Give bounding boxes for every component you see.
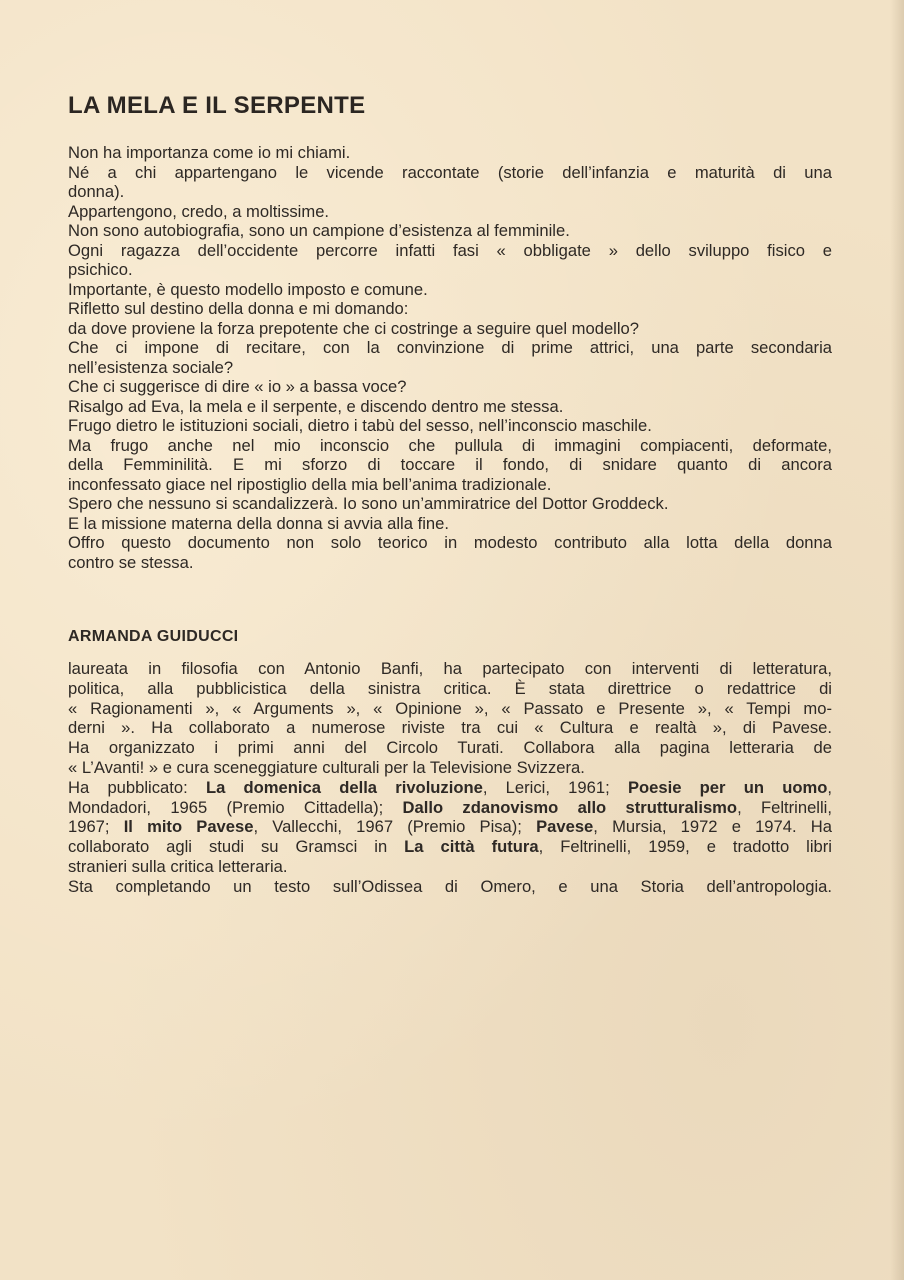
- intro-line: Non sono autobiografia, sono un campione d’esistenza al femminile.: [68, 221, 570, 240]
- author-bio: [68, 659, 832, 897]
- book-title: Pavese: [536, 817, 594, 837]
- book-title: La città futura: [404, 837, 539, 857]
- intro-line: Che ci suggerisce di dire « io » a bassa voce?: [68, 377, 407, 396]
- bio-text: 1967;: [68, 817, 124, 837]
- bio-text: , Feltrinelli,: [737, 797, 832, 817]
- intro-line: della Femminilità. E mi sforzo di toccare il fondo, di snidare quanto di ancora: [68, 455, 832, 474]
- bio-text: Mondadori, 1965 (Premio Cittadella);: [68, 797, 403, 817]
- intro-line: Rifletto sul destino della donna e mi domando:: [68, 299, 409, 318]
- intro-line: Che ci impone di recitare, con la convinzione di prime attrici, una parte secondaria: [68, 338, 832, 357]
- bio-text: , Mursia, 1972 e 1974. Ha: [593, 817, 832, 837]
- bio-text: Sta completando un testo sull’Odissea di Omero, e una Storia dell’antropologia.: [68, 876, 832, 896]
- bio-line: [68, 877, 832, 897]
- bio-line: [68, 778, 832, 798]
- bio-line: [68, 857, 832, 877]
- intro-line: psichico.: [68, 260, 133, 279]
- bio-text: , Feltrinelli, 1959, e tradotto libri: [538, 837, 832, 857]
- bio-line: [68, 718, 832, 738]
- book-title: La domenica della rivoluzione: [205, 777, 483, 797]
- bio-text: derni ». Ha collaborato a numerose riviste tra cui « Cultura e realtà », di Pavese.: [68, 718, 832, 738]
- intro-line: Risalgo ad Eva, la mela e il serpente, e discendo dentro me stessa.: [68, 396, 564, 416]
- bio-text: ,: [827, 777, 833, 797]
- author-heading: ARMANDA GUIDUCCI: [68, 628, 239, 645]
- intro-line: Spero che nessuno si scandalizzerà. Io sono un’ammiratrice del Dottor Groddeck.: [68, 494, 669, 513]
- bio-line: [68, 679, 832, 699]
- bio-line: [68, 659, 832, 679]
- book-title: Poesie per un uomo: [627, 777, 828, 797]
- intro-line: E la missione materna della donna si avvia alla fine.: [68, 513, 449, 533]
- bio-line: [68, 758, 832, 778]
- page-edge-shadow: [890, 0, 904, 1280]
- bio-text: collaborato agli studi su Gramsci in: [68, 837, 405, 857]
- bio-line: [68, 817, 832, 837]
- bio-line: [68, 798, 832, 818]
- bio-text: Ha organizzato i primi anni del Circolo Turati. Collabora alla pagina letteraria de: [68, 738, 832, 758]
- book-title: Il mito Pavese: [123, 817, 254, 837]
- intro-line: donna).: [68, 182, 125, 201]
- bio-text: « Ragionamenti », « Arguments », « Opinione », « Passato e Presente », « Tempi mo-: [68, 698, 832, 718]
- intro-line: contro se stessa.: [68, 552, 194, 572]
- bio-text: , Lerici, 1961;: [482, 777, 628, 797]
- bio-line: [68, 738, 832, 758]
- intro-line: Offro questo documento non solo teorico in modesto contributo alla lotta della donna: [68, 533, 832, 552]
- intro-line: Appartengono, credo, a moltissime.: [68, 201, 330, 221]
- intro-line: Non ha importanza come io mi chiami.: [68, 143, 351, 162]
- bio-text: stranieri sulla critica letteraria.: [68, 856, 288, 876]
- bio-text: Ha pubblicato:: [68, 777, 206, 797]
- book-title: Dallo zdanovismo allo strutturalismo: [402, 797, 738, 817]
- intro-line: Ogni ragazza dell’occidente percorre infatti fasi « obbligate » dello sviluppo fisico e: [68, 240, 832, 260]
- page-title: LA MELA E IL SERPENTE: [68, 92, 366, 119]
- intro-line: nell’esistenza sociale?: [68, 357, 234, 377]
- intro-text: [68, 143, 832, 572]
- intro-line: Ma frugo anche nel mio inconscio che pullula di immagini compiacenti, deformate,: [68, 435, 832, 455]
- bio-text: « L’Avanti! » e cura sceneggiature culturali per la Televisione Svizzera.: [68, 757, 585, 777]
- bio-line: [68, 837, 832, 857]
- intro-line: Né a chi appartengano le vicende raccontate (storie dell’infanzia e maturità di una: [68, 162, 832, 182]
- intro-line: Frugo dietro le istituzioni sociali, dietro i tabù del sesso, nell’inconscio maschile.: [68, 416, 652, 435]
- bio-line: [68, 699, 832, 719]
- intro-line: da dove proviene la forza prepotente che ci costringe a seguire quel modello?: [68, 318, 640, 338]
- intro-line: Importante, è questo modello imposto e comune.: [68, 279, 428, 299]
- intro-line: inconfessato giace nel ripostiglio della mia bell’anima tradizionale.: [68, 474, 552, 494]
- bio-text: politica, alla pubblicistica della sinistra critica. È stata direttrice o redattrice di: [68, 678, 832, 698]
- bio-text: laureata in filosofia con Antonio Banfi, ha partecipato con interventi di letteratura,: [68, 659, 832, 678]
- bio-text: , Vallecchi, 1967 (Premio Pisa);: [253, 817, 537, 837]
